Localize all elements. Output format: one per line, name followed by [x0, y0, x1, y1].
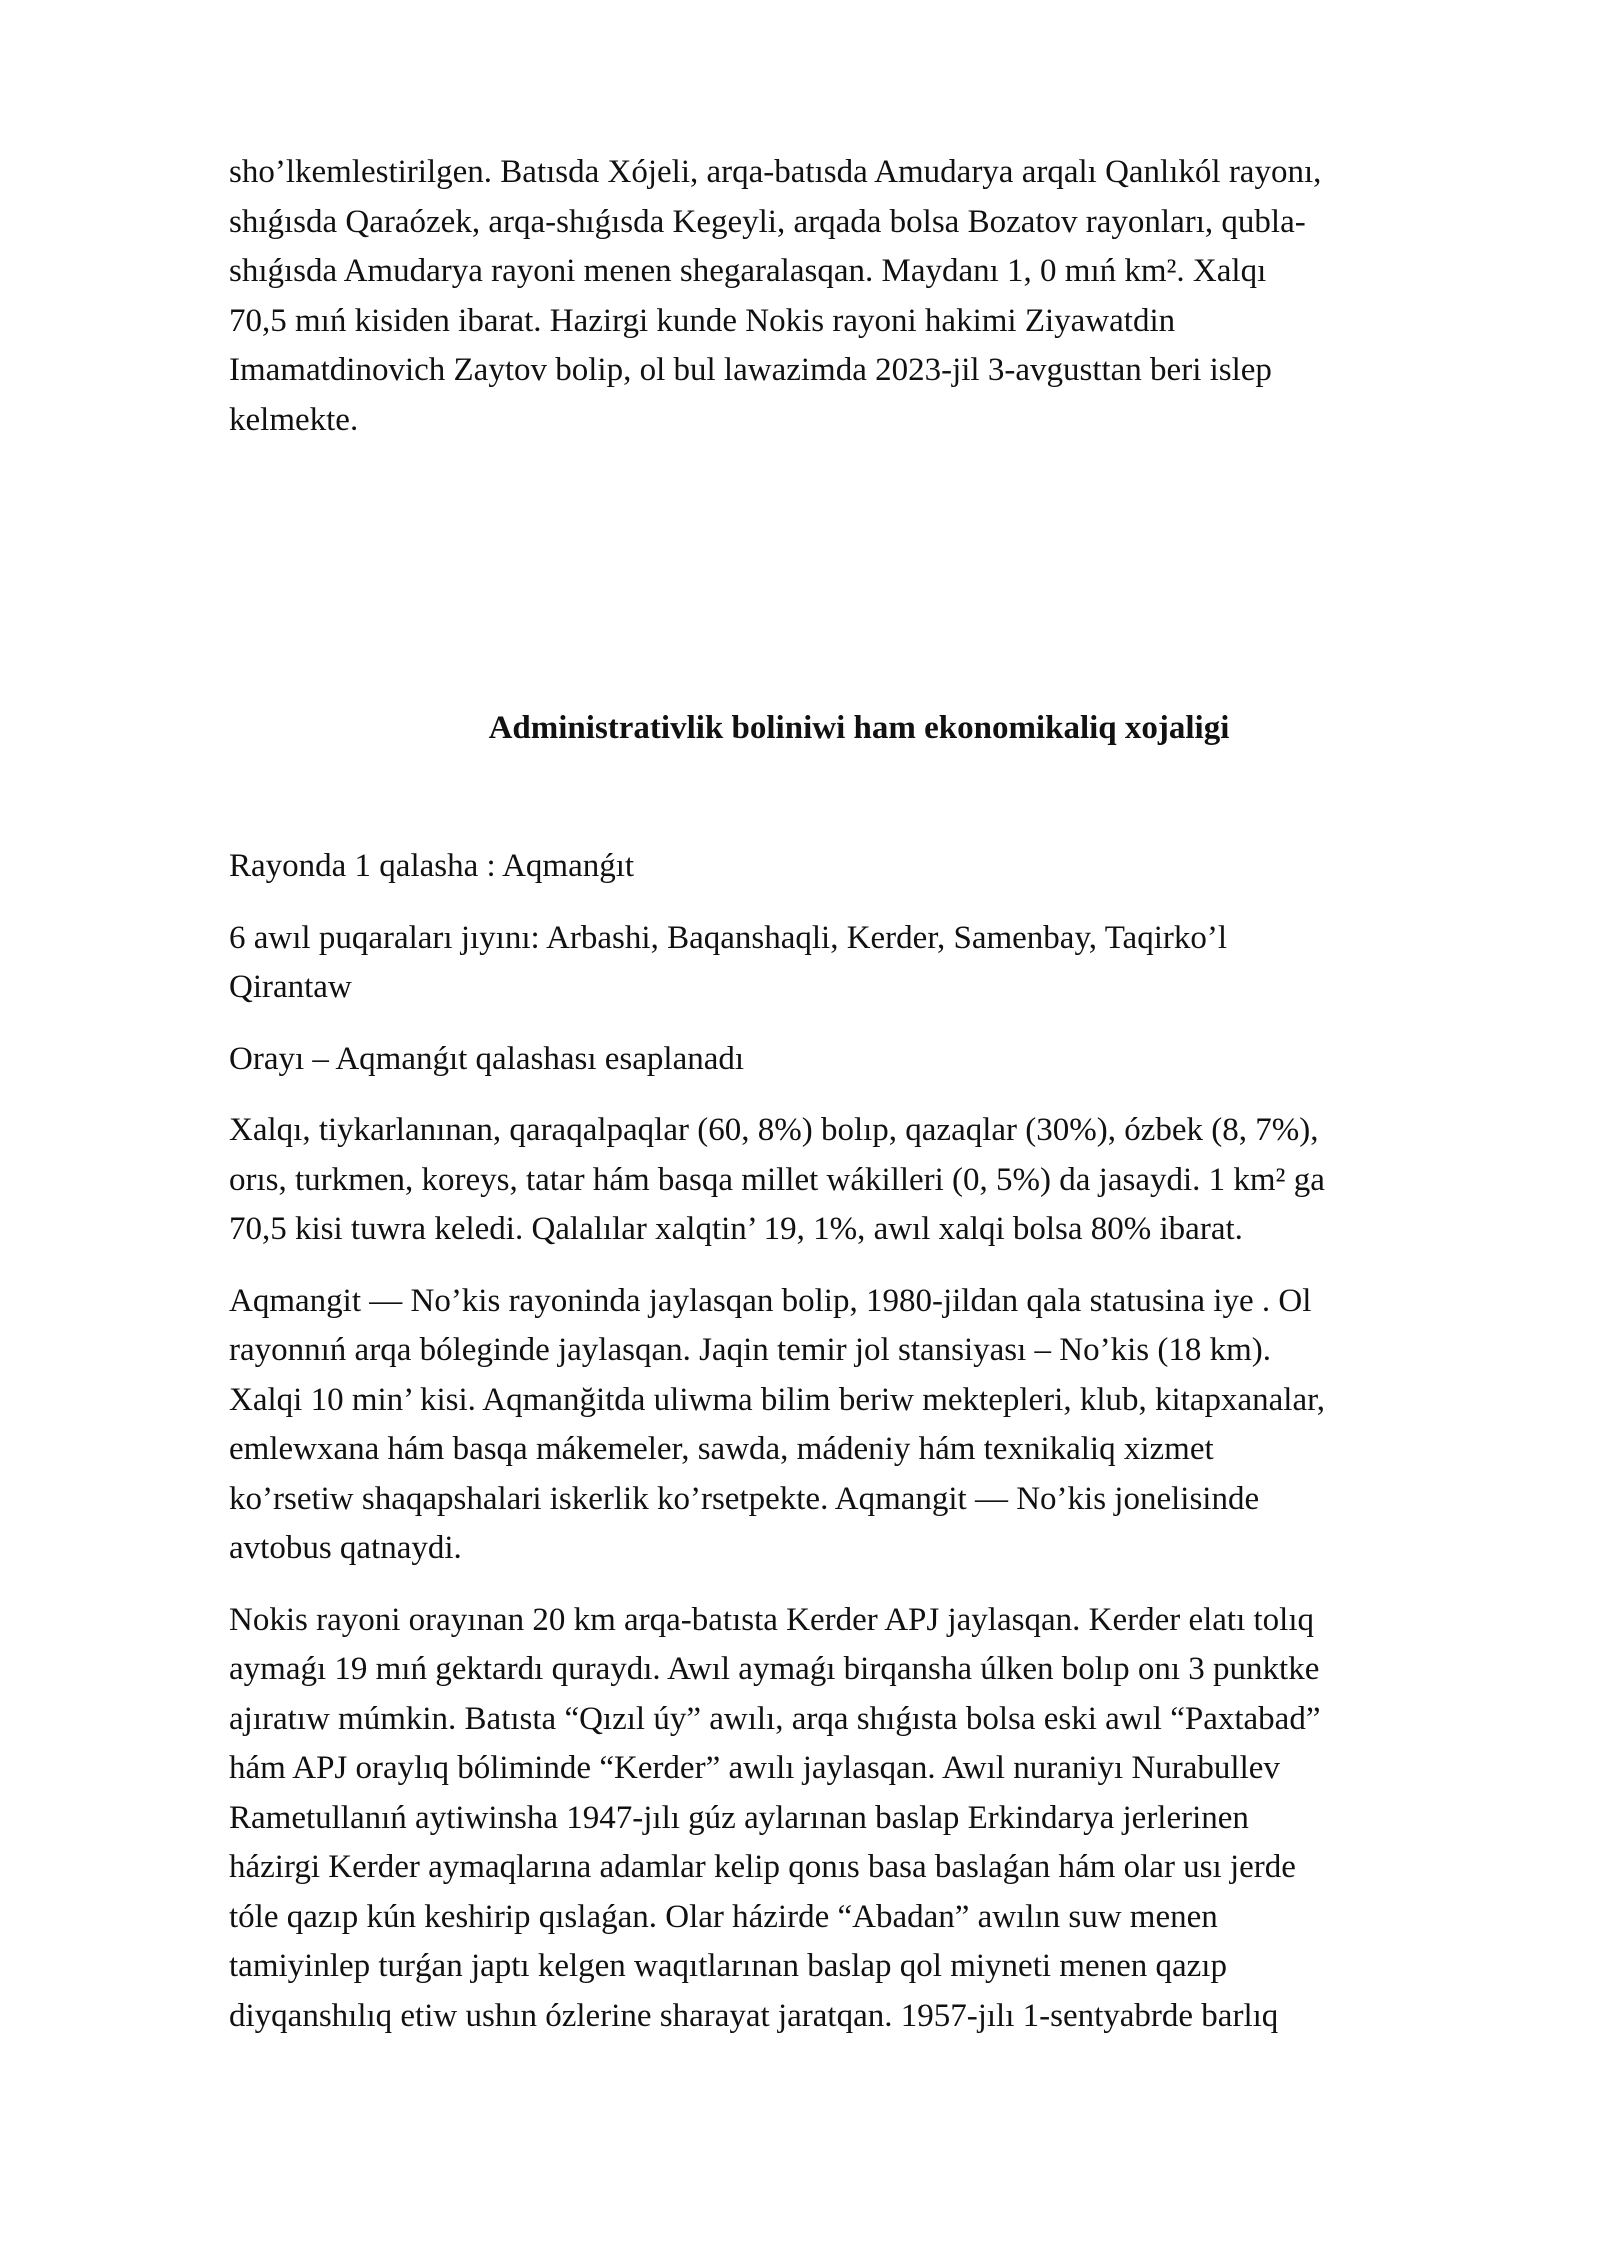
- paragraph-aqmangit: Aqmangit — No’kis rayoninda jaylasqan bolip, 1980-jildan qala statusina iye . Ol rayonnıń arqa bóleginde jaylasqan. Jaqin temir jol stansiyası – No’kis (18 km). Xalqi 10 min’ kisi. Aqmanğitda uliwma bilim beriw mektepleri, klub, kitapxanalar, emlewxana hám basqa mákemeler, sawda, mádeniy hám texnikaliq xizmet ko’rsetiw shaqapshalari iskerlik ko’rsetpekte. Aqmangit — No’kis jonelisinde avtobus qatnaydi.: [229, 1282, 1326, 1566]
- document-page: [229, 148, 1489, 2034]
- paragraph-town: Rayonda 1 qalasha : Aqmanǵıt: [229, 848, 635, 884]
- paragraph-population: Xalqı, tiykarlanınan, qaraqalpaqlar (60, 8%) bolıp, qazaqlar (30%), ózbek (8, 7%), orıs, turkmen, koreys, tatar hám basqa millet wákilleri (0, 5%) da jasaydi. 1 km² ga 70,5 kisi tuwra keledi. Qalalılar xalqtin’ 19, 1%, awıl xalqi bolsa 80% ibarat.: [229, 1112, 1325, 1247]
- intro-paragraph: sho’lkemlestirilgen. Batısda Xójeli, arqa-batısda Amudarya arqalı Qanlıkól rayonı, shıǵısda Qaraózek, arqa-shıǵısda Kegeyli, arqada bolsa Bozatov rayonları, qubla- shıǵısda Amudarya rayoni menen shegaralasqan. Maydanı 1, 0 mıń km². Xalqı 70,5 mıń kisiden ibarat. Hazirgi kunde Nokis rayoni hakimi Ziyawatdin Imamatdinovich Zaytov bolip, ol bul lawazimda 2023-jil 3-avgusttan beri islep kelmekte.: [229, 154, 1322, 438]
- paragraph-kerder: Nokis rayoni orayınan 20 km arqa-batısta Kerder APJ jaylasqan. Kerder elatı tolıq aymaǵı 19 mıń gektardı quraydı. Awıl aymaǵı birqansha úlken bolıp onı 3 punktke ajıratıw múmkin. Batısta “Qızıl úy” awılı, arqa shıǵısta bolsa eski awıl “Paxtabad” hám APJ oraylıq bóliminde “Kerder” awılı jaylasqan. Awıl nuraniyı Nurabullev Rametullanıń aytiwinsha 1947-jılı gúz aylarınan baslap Erkindarya jerlerinen házirgi Kerder aymaqlarına adamlar kelip qonıs basa baslaǵan hám olar usı jerde tóle qazıp kún keshirip qıslaǵan. Olar házirde “Abadan” awılın suw menen tamiyinlep turǵan japtı kelgen waqıtlarınan baslap qol miyneti menen qazıp diyqanshılıq etiw ushın ózlerine sharayat jaratqan. 1957-jılı 1-sentyabrde barlıq: [229, 1601, 1321, 2034]
- section-body: [229, 842, 1489, 2063]
- paragraph-center: Orayı – Aqmanǵıt qalashası esaplanadı: [229, 1040, 745, 1077]
- section-heading: Administrativlik boliniwi ham ekonomikaliq xojaligi: [488, 710, 1230, 746]
- paragraph-village-councils: 6 awıl puqaraları jıyını: Arbashi, Baqanshaqli, Kerder, Samenbay, Taqirko’l Qirantaw: [229, 919, 1228, 1005]
